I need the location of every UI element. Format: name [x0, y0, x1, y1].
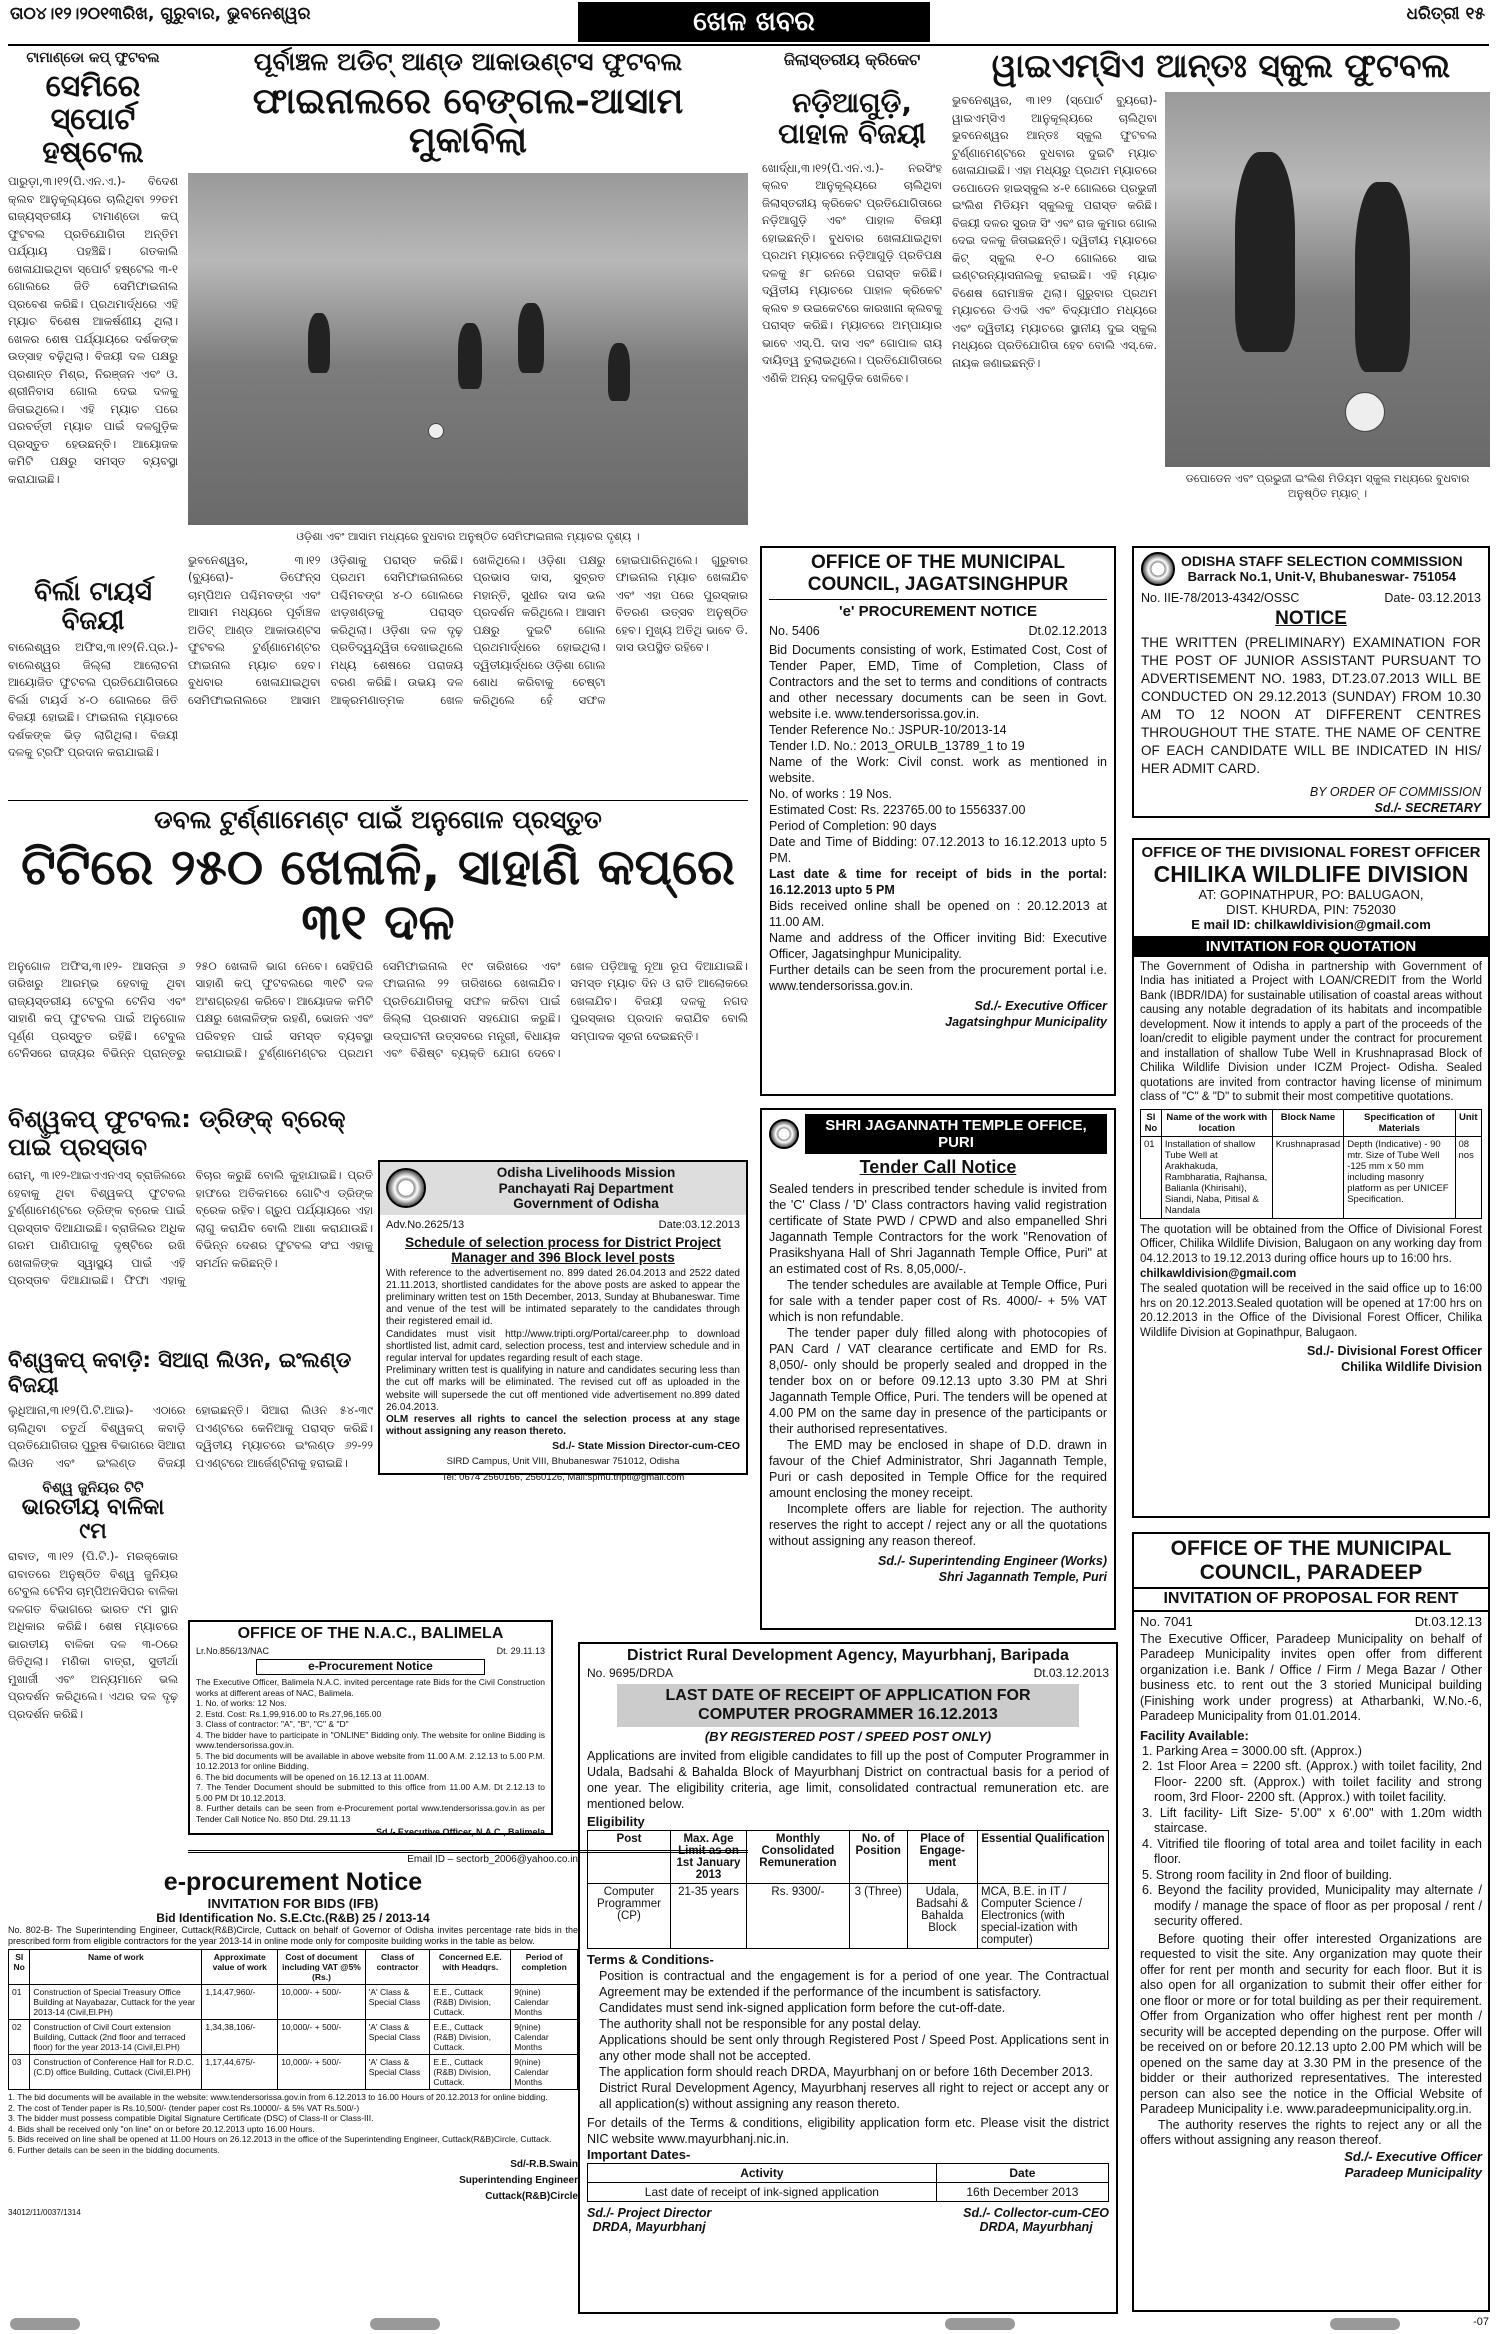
photo-caption: ଡପୋଡେନ ଏବଂ ପ୍ରଭୁଜୀ ଇଂଲିଶ ମିଡିୟମ ସ୍କୁଲ ମଧ୍ୟରେ ବୁଧବାର ଅନୁଷ୍ଠିତ ମ୍ୟାଚ୍ । — [1185, 472, 1470, 501]
issue-date: ତା୦୪।୧୨।୨୦୧୩ରିଖ, ଗୁରୁବାର, ଭୁବନେଶ୍ୱର — [10, 4, 311, 24]
table-cell: Computer Programmer (CP) — [588, 1884, 671, 1949]
notice-note: 4. Bids shall be received only "on line" on or before 20.12.2013 upto 16.00 Hours. — [8, 2123, 315, 2134]
important-dates-title: Important Dates- — [587, 2147, 691, 2163]
table-cell: Construction of Civil Court extension Building, Cuttack (2nd floor and terraced floor) for the year 2013-14 (Civil,El.PH) — [30, 2020, 202, 2055]
football-photo — [188, 173, 748, 525]
facility-item: 5. Strong room facility in 2nd floor of building. — [1142, 1867, 1393, 1882]
notice-title: Government of Odisha — [513, 1196, 659, 1212]
table-header: Class of contractor — [365, 1950, 430, 1985]
eproc-table — [8, 1949, 578, 2090]
notice-ref: 34012/11/0037/1314 — [8, 2208, 81, 2218]
table-header: Cost of document including VAT @5% (Rs.) — [278, 1950, 366, 1985]
footer-mark — [10, 2318, 80, 2330]
notice-note: 6. Further details can be seen in the bidding documents. — [8, 2144, 220, 2155]
notice-intro: No. 802-B- The Superintending Engineer, Cuttack(R&B)Circle, Cuttack on behalf of Governor of Odisha invites percentage rate bids in the prescribed form from eligible contractors for the year 2013-14 in online mode only for composite building works in the table as below. — [8, 1925, 578, 1947]
signature: Sd./- Executive Officer, N.A.C., Balimela — [375, 1827, 545, 1838]
notice-para: The tender schedules are available at Temple Office, Puri for sale with a tender paper cost of Rs. 4000/- + 5% VAT which is non refundable. — [769, 1277, 1107, 1324]
notice-body: THE WRITTEN (PRELIMINARY) EXAMINATION FOR THE POST OF JUNIOR ASSISTANT PURSUANT TO ADVERTISEMENT NO. 1983, DT.23.07.2013 WILL BE CONDUCTED ON 29.12.2013 (SUNDAY) FROM 10.30 AM TO 12 NOON AT DIFFERENT CENTRES THROUGHOUT THE STATE. THE NAME OF CENTRE OF EACH CANDIDATE WILL BE INDICATED IN HIS/ HER ADMIT CARD. — [1141, 634, 1481, 776]
notice-title: CHILIKA WILDLIFE DIVISION — [1153, 861, 1469, 888]
table-header: Max. Age Limit as on 1st January 2013 — [671, 1831, 747, 1884]
signature: Sd./- Superintending Engineer (Works) — [878, 1553, 1107, 1568]
notice-line: Last date & time for receipt of bids in the portal: 16.12.2013 upto 5 PM — [769, 866, 1107, 897]
table-cell: Udala, Badsahi & Bahalda Block — [907, 1884, 977, 1949]
table-cell: 'A' Class & Special Class — [365, 2020, 430, 2055]
notice-title: OFFICE OF THE MUNICIPAL — [1170, 1537, 1452, 1560]
signature: Jagatsinghpur Municipality — [945, 1014, 1107, 1029]
table-header: Essential Qualification — [978, 1831, 1109, 1884]
story-kicker: ଟାମାଣ୍ଡୋ କପ୍ ଫୁଟବଲ — [26, 50, 160, 66]
story-tamando — [8, 50, 178, 623]
signature: Sd./- Executive Officer — [974, 998, 1107, 1013]
table-cell: 9(nine) Calendar Months — [511, 1985, 578, 2020]
table-cell: Construction of Conference Hall for R.D.C.(C.D) office Building, Cuttack (Civil,El.PH) — [30, 2055, 202, 2090]
notice-email: E mail ID: chilkawldivision@gmail.com — [1191, 916, 1431, 932]
notice-title: SHRI JAGANNATH TEMPLE OFFICE, PURI — [805, 1114, 1107, 1154]
notice-bold: OLM reserves all rights to cancel the selection process at any stage without assigning any reason thereto. — [386, 1414, 740, 1438]
notice-item: 5. The bid documents will be available in above website from 11.00 A.M. 2.12.13 to 5.00 P.M. 10.12.2013 for online Bidding. — [196, 1750, 545, 1772]
story-worldcup-continued — [378, 1105, 748, 1127]
notice-intro: The Executive Officer, Paradeep Municipality on behalf of Paradeep Municipality invites open offer from different organization i.e. Bank / Office / Firm / Mega Bazar / Other business etc. to rent out the 3 storied Municipal building (Finishing work under progress) at Atharbanki, W.No.-6, Paradeep Municipality from 01.01.2014. — [1140, 1631, 1482, 1724]
notice-para: Sealed tenders in prescribed tender schedule is invited from the 'C' Class / 'D' Class contractors having valid registration certificate of State PWD / CPWD and also empanelled Shri Jagannath Temple Contractors for the work "Renovation of Prasikshyana Hall of Shri Jagannath Temple Office, Puri" at an estimated cost of Rs. 8,05,000/-. — [769, 1181, 1107, 1276]
term-item: District Rural Development Agency, Mayurbhanj reserves all right to reject or accept any or all application(s) without assigning any reason thereto. — [599, 2081, 1109, 2112]
table-row — [9, 2020, 578, 2055]
facility-title: Facility Available: — [1140, 1727, 1249, 1743]
notice-chilika — [1132, 838, 1490, 1518]
notice-date: Dt.03.12.13 — [1414, 1613, 1482, 1629]
notice-para: Preliminary written test is qualifying in nature and candidates securing less than the cut off marks will be eliminated. The revised cut off as uploaded in the website will supersede the cut off mentioned vide advertisement no.899 dated 26.04.2013. — [386, 1365, 740, 1413]
notice-number: Adv.No.2625/13 — [386, 1218, 465, 1231]
table-cell: 9(nine) Calendar Months — [511, 2055, 578, 2090]
table-cell: 3 (Three) — [849, 1884, 907, 1949]
table-cell: 16th December 2013 — [936, 2183, 1108, 2202]
story-ymca — [952, 48, 1490, 542]
notice-title: ODISHA STAFF SELECTION COMMISSION — [1181, 553, 1463, 570]
notice-item: 2. Estd. Cost: Rs.1,99,916.00 to Rs.27,96,165.00 — [196, 1708, 382, 1719]
table-header: Post — [588, 1831, 671, 1884]
notice-title: COUNCIL, PARADEEP — [1199, 1561, 1423, 1585]
footer-mark — [945, 2318, 1015, 2330]
notice-item: 1. No. of works: 12 Nos. — [196, 1698, 287, 1709]
table-header: Monthly Consolidated Remuneration — [747, 1831, 850, 1884]
signature: Sd./- SECRETARY — [1374, 800, 1481, 815]
table-cell: 1,17,44,675/- — [202, 2055, 278, 2090]
notice-line: Further details can be seen from the procurement portal i.e. www.tendersorissa.gov.in. — [769, 962, 1107, 993]
notice-number: No. IIE-78/2013-4342/OSSC — [1141, 591, 1300, 605]
notice-date: Date:03.12.2013 — [658, 1218, 740, 1231]
table-header: Concerned E.E. with Headqrs. — [430, 1950, 511, 1985]
notice-title: OFFICE OF THE DIVISIONAL FOREST OFFICER — [1141, 844, 1481, 861]
notice-para: The EMD may be enclosed in shape of D.D. drawn in favour of the Chief Administrator, Shri Jagannath Temple, Puri or cash deposited in Temple Office for the required amount enclosing the money receipt. — [769, 1437, 1107, 1500]
table-header: Period of completion — [511, 1950, 578, 1985]
notice-item: 6. The bid documents will be opened on 16.12.13 at 11.00AM. — [196, 1771, 430, 1782]
table-header: No. of Position — [849, 1831, 907, 1884]
story-kicker: ଜିଲାସ୍ତରୀୟ କ୍ରିକେଟ — [783, 50, 921, 69]
table-cell: Rs. 9300/- — [747, 1884, 850, 1949]
deadline-line: COMPUTER PROGRAMMER 16.12.2013 — [698, 1705, 998, 1723]
notice-para: The authority reserves the rights to reject any or all the offers without assigning any reason thereof. — [1140, 2117, 1482, 2148]
table-cell: Installation of shallow Tube Well at Arakhakuda, Rambharatia, Rajhansa, Balianla (Khirisahi), Siandi, Naba, Pitisal & Nandala — [1161, 1136, 1272, 1218]
story-headline: ବିଶ୍ୱକପ୍ କବାଡ଼ି: ସିଆରା ଲିଓନ, ଇଂଲଣ୍ଡ ବିଜୟୀ — [8, 1348, 352, 1397]
table-cell: Last date of receipt of ink-signed application — [588, 2183, 937, 2202]
notice-subtitle: Schedule of selection process for District Project Manager and 396 Block level posts — [405, 1234, 721, 1266]
post-mode: (BY REGISTERED POST / SPEED POST ONLY) — [704, 1729, 992, 1745]
table-header: Specification of Materials — [1344, 1109, 1455, 1136]
notice-title: OFFICE OF THE MUNICIPAL — [810, 552, 1066, 573]
table-header: Unit — [1455, 1109, 1482, 1136]
story-headline: ଟିଟିରେ ୨୫୦ ଖେଳାଳି, ସାହାଣି କପ୍‌ରେ ୩୧ ଦଳ — [21, 837, 735, 951]
signature: Sd/-R.B.Swain — [510, 2159, 578, 2171]
notice-number: Lr.No.856/13/NAC — [196, 1646, 270, 1657]
page-number: ଧରିତ୍ରୀ ୧୫ — [1406, 4, 1485, 24]
story-double-tournament — [8, 806, 748, 1106]
signature: Chilika Wildlife Division — [1341, 1360, 1482, 1374]
photo-caption: ଓଡ଼ିଶା ଏବଂ ଆସାମ ମଧ୍ୟରେ ବୁଧବାର ଅନୁଷ୍ଠିତ ସେମିଫାଇନାଲ ମ୍ୟାଚର ଦୃଶ୍ୟ । — [296, 529, 640, 543]
footer-mark — [1330, 2318, 1400, 2330]
notice-number: No. 9695/DRDA — [587, 1666, 674, 1681]
notice-footer: Tel: 0674 2560166, 2560126, Mail:spmu.tripti@gmail.com — [441, 1472, 685, 1484]
facility-item: 2. 1st Floor Area = 2200 sft. (Approx.) with toilet facility, 2nd Floor- 2200 sft. (Approx.) with toilet facility and strong room, 3rd Floor- 2200 sft. (Approx.) with toilet facility. — [1142, 1759, 1482, 1805]
notice-line: Date and Time of Bidding: 07.12.2013 to 16.12.2013 upto 5 PM. — [769, 834, 1107, 865]
notice-note: 5. Bids received on line shall be opened at 11.00 Hours on 26.12.2013 in the office of the Superintending Engineer, Cuttack(R&B)Circle, Cuttack. — [8, 2134, 552, 2145]
notice-footer: SIRD Campus, Unit VIII, Bhubaneswar 751012, Odisha — [446, 1456, 680, 1468]
notice-address: Barrack No.1, Unit-V, Bhubaneswar- 751054 — [1187, 568, 1456, 584]
table-cell: 'A' Class & Special Class — [365, 1985, 430, 2020]
story-headline: ଭାରତୀୟ ବାଳିକା ୯ମ — [21, 1495, 165, 1545]
notice-item: 3. Class of contractor: "A", "B", "C" & "D" — [196, 1719, 349, 1730]
notice-balimela — [188, 1620, 553, 1838]
table-cell: 10,000/- + 500/- — [278, 2020, 366, 2055]
term-item: The application form should reach DRDA, Mayurbhanj on or before 16th December 2013. — [599, 2065, 1094, 2080]
notice-livelihoods — [378, 1160, 748, 1484]
notice-jagannath — [760, 1108, 1116, 1630]
signature: Sd./- Divisional Forest Officer — [1306, 1344, 1482, 1358]
notice-title: Odisha Livelihoods Mission — [496, 1165, 676, 1180]
table-cell: Construction of Special Treasury Office Building at Nayabazar, Cuttack for the year 2013-14 (Civil,El.PH) — [30, 1985, 202, 2020]
story-kicker: ବିଶ୍ୱ ଜୁନିୟର ଟିଟି — [42, 1480, 144, 1496]
notice-para: The tender paper duly filled along with photocopies of PAN Card / VAT clearance certificate and EMD for Rs. 8,050/- only should be properly sealed and dropped in the tender box on or before 09.12.13 upto 3.30 PM at Shri Jagannath Temple Office, Puri. The tenders will be opened at 4.00 PM on the same day in presence of the participants or their authorised representatives. — [769, 1325, 1107, 1436]
signature: BY ORDER OF COMMISSION — [1309, 784, 1481, 799]
story-body: ପାରୁଡ଼ା,୩।୧୨(ପି.ଏନ.ଏ.)- ବିଦେଶ କ୍ଲବ ଆନୁକୂଲ୍ୟରେ ଚାଲିଥିବା ୨୨ତମ ରାଜ୍ୟସ୍ତରୀୟ ଟାମାଣ୍ଡୋ କପ୍ ଫୁଟବଲ ପ୍ରତିଯୋଗିତା ଅନ୍ତିମ ପର୍ଯ୍ୟାୟ ପହଞ୍ଚିଛି। ଗତକାଲି ଖେଳାଯାଇଥିବା ସ୍ପୋର୍ଟ ହଷ୍ଟେଲ ୩-୧ ଗୋଲରେ ଜିତି ସେମିଫାଇନାଲ ପ୍ରବେଶ କରିଛି। ପ୍ରଥମାର୍ଦ୍ଧରେ ଏହି ମ୍ୟାଚ ବିଶେଷ ଆକର୍ଷଣୀୟ ଥିଲା। ଖେଳର ଶେଷ ପର୍ଯ୍ୟାୟରେ ଦର୍ଶକଙ୍କ ଉତ୍ସାହ ବଢ଼ିଥିଲା। ବିଜୟୀ ଦଳ ପକ୍ଷରୁ ପ୍ରଶାନ୍ତ ମିଶ୍ର, ନିରଞ୍ଜନ ଏବଂ ଓ. ଶ୍ରୀନିବାସ ଗୋଲ ଦେଇ ଦଳକୁ ଜିତାଇଥିଲେ। ଏହି ମ୍ୟାଚ ପରେ ପରବର୍ତ୍ତୀ ମ୍ୟାଚ ପାଇଁ ଦଳଗୁଡ଼ିକ ପ୍ରସ୍ତୁତ ହେଉଛନ୍ତି। ଆୟୋଜକ କମିଟି ପକ୍ଷରୁ ସମସ୍ତ ବ୍ୟବସ୍ଥା କରାଯାଇଛି। — [8, 174, 178, 486]
notice-line: Bids received online shall be opened on : 20.12.2013 at 11.00 AM. — [769, 898, 1107, 929]
quotation-table — [1140, 1109, 1482, 1219]
table-row — [9, 1985, 578, 2020]
signature: Sd./- State Mission Director-cum-CEO — [552, 1440, 740, 1453]
notice-bar: INVITATION FOR QUOTATION — [1134, 936, 1488, 957]
table-cell: 'A' Class & Special Class — [365, 2055, 430, 2090]
story-body: ରାବାତ, ୩।୧୨ (ପି.ଟି.)- ମରକ୍କୋର ରାବାତରେ ଅନୁଷ୍ଠିତ ବିଶ୍ୱ ଜୁନିୟର ଟେବୁଲ ଟେନିସ ଚାମ୍ପିଅନସିପର ବାଳିକା ଦଳଗତ ବିଭାଗରେ ଭାରତ ୯ମ ସ୍ଥାନ ଅଧିକାର କରିଛି। ଶେଷ ମ୍ୟାଚରେ ଭାରତୀୟ ବାଳିକା ଦଳ ୩-୦ରେ ଜିତିଥିଲା। ମଣିକା ବାତ୍ରା, ସୁତୀର୍ଥା ମୁଖାର୍ଜୀ ଏବଂ ଅନ୍ୟମାନେ ଭଲ ପ୍ରଦର୍ଶନ କରିଥିଲେ। ଏଥର ଦଳ ଦୃଢ଼ ପ୍ରଦର୍ଶନ କରିଛି। — [8, 1549, 178, 1721]
story-eastern-audit — [188, 48, 748, 852]
facility-item: 1. Parking Area = 3000.00 sft. (Approx.) — [1142, 1743, 1362, 1758]
table-header: Sl No — [9, 1950, 30, 1985]
table-cell: 03 — [9, 2055, 30, 2090]
table-cell: 08 nos — [1455, 1136, 1482, 1218]
deadline-bar — [617, 1684, 1079, 1727]
notice-intro: The Government of Odisha in partnership with Government of India has initiated a Project with LOAN/CREDIT from the World Bank (IBDR/IDA) for sustainable utilisation of coastal areas without causing any notable degradation of its habitats and incompatible development. Now it intends to apply a part of the proceeds of the loan/credit to eligible payment under the contract for procurement and installation of shallow Tube Well in Krushnaprasad Block of Chilika Wildlife Division under ICZM Project- Odisha. Sealed quotations are invited from contractor having license of minimum class of "C" & "D" to submit their most competitive quotations. — [1140, 960, 1482, 1103]
signature: Cuttack(R&B)Circle — [485, 2191, 578, 2203]
signature: Paradeep Municipality — [1344, 2164, 1482, 2180]
notice-title: COUNCIL, JAGATSINGHPUR — [807, 573, 1069, 595]
notice-title: OFFICE OF THE N.A.C., BALIMELA — [237, 1625, 504, 1642]
signature: Sd./- Project Director — [587, 2206, 712, 2221]
ossc-emblem-icon — [1141, 552, 1175, 586]
section-banner: ଖେଳ ଖବର — [578, 2, 930, 42]
table-cell: E.E., Cuttack (R&B) Division, Cuttack. — [430, 2020, 511, 2055]
temple-emblem-icon — [769, 1119, 799, 1149]
table-header: Block Name — [1272, 1109, 1343, 1136]
notice-para: Candidates must visit http://www.tripti.org/Portal/career.php to download shortlisted list, admit card, selection process, test and interview schedule and in regular interval for updates regarding result of each stage. — [386, 1328, 740, 1364]
signature: DRDA, Mayurbhanj — [592, 2220, 706, 2235]
table-cell: 1,14,47,960/- — [202, 1985, 278, 2020]
notice-bar: INVITATION OF PROPOSAL FOR RENT — [1134, 1587, 1488, 1611]
notice-title: e-procurement Notice — [163, 1868, 423, 1896]
notice-note: 2. The cost of Tender paper is Rs.10,500/- (tender paper cost Rs.10000/- & 5% VAT Rs.500/-) — [8, 2102, 360, 2113]
notice-line: Estimated Cost: Rs. 223765.00 to 1556337.00 — [769, 802, 1026, 817]
story-body: ରୋମ୍, ୩।୧୨-ଆଇଏଏନଏସ୍ ବ୍ରାଜିଲରେ ହେବାକୁ ଥିବା ବିଶ୍ୱକପ୍ ଫୁଟବଲ ଟୁର୍ଣ୍ଣାମେଣ୍ଟରେ ଡ୍ରିଙ୍କ ବ୍ରେକ ପାଇଁ ପ୍ରସ୍ତାବ ଦିଆଯାଇଛି। ବ୍ରାଜିଲର ଅଧିକ ଗରମ ପାଣିପାଗକୁ ଦୃଷ୍ଟିରେ ରଖି ଖେଳାଳିଙ୍କ ସ୍ୱାସ୍ଥ୍ୟ ପାଇଁ ଏହି ପ୍ରସ୍ତାବ ଦିଆଯାଇଛି। ଫିଫା ଏହାକୁ ବିଚାର କରୁଛି ବୋଲି କୁହାଯାଇଛି। ପ୍ରତି ହାଫରେ ଅତିକମରେ ଗୋଟିଏ ଡ୍ରିଙ୍କ ବ୍ରେକ ରହିବ। ଗ୍ରୁପ ପର୍ଯ୍ୟାୟରେ ଏହା ଲାଗୁ କରାଯିବ ବୋଲି ଆଶା କରାଯାଉଛି। ବିଭିନ୍ନ ଦେଶର ଫୁଟବଲ ସଂଘ ଏହାକୁ ସମର୍ଥନ କରିଛନ୍ତି। — [8, 1168, 373, 1287]
table-header: Name of the work with location — [1161, 1109, 1272, 1136]
table-cell: E.E., Cuttack (R&B) Division, Cuttack. — [430, 2055, 511, 2090]
table-cell: 10,000/- + 500/- — [278, 2055, 366, 2090]
signature: Sd./- Executive Officer — [1344, 2148, 1482, 2164]
notice-email: Email ID – sectorb_2006@yahoo.co.in — [407, 1854, 578, 1865]
story-kicker: ଡବଲ ଟୁର୍ଣ୍ଣାମେଣ୍ଟ ପାଇଁ ଅନୁଗୋଳ ପ୍ରସ୍ତୁତ — [154, 805, 602, 834]
term-item: Position is contractual and the engagement is for a period of one year. The Contractual Agreement may be extended if the performance of the incumbent is satisfactory. — [599, 1969, 1109, 2000]
signature: Shri Jagannath Temple, Puri — [938, 1569, 1107, 1584]
notice-line: Period of Completion: 90 days — [769, 818, 937, 833]
notice-outro-2: The sealed quotation will be received in the said office up to 16:00 hrs on 20.12.2013.Sealed quotation will be opened at 17:00 hrs on 20.12.2013 in the Office of the Divisional Forest Officer, Chilika Wildlife Division at Gopinathpur, Balugaon. — [1140, 1283, 1482, 1339]
story-headline: ବିଶ୍ୱକପ୍ ଫୁଟବଲ: ଡ୍ରିଙ୍କ୍ ବ୍ରେକ୍ ପାଇଁ ପ୍ରସ୍ତାବ — [8, 1105, 346, 1161]
notice-outro: The quotation will be obtained from the Office of Divisional Forest Officer, Chilika Wildlife Division, Balugaon on any working day from 04.12.2013 to 19.12.2013 during office hours up to 16:00 hrs. — [1140, 1223, 1482, 1265]
story-birla — [8, 578, 178, 819]
facility-item: 4. Vitrified tile flooring of total area and toilet facility in each floor. — [1142, 1836, 1482, 1867]
story-body: ଭୁବନେଶ୍ୱର, ୩।୧୨ (ସ୍ପୋର୍ଟ ବ୍ୟୁରୋ)- ୱାଇଏମ୍‌ସିଏ ଆନୁକୂଲ୍ୟରେ ଚାଲିଥିବା ଭୁବନେଶ୍ୱର ଆନ୍ତଃ ସ୍କୁଲ ଫୁଟବଲ ଟୁର୍ଣ୍ଣାମେଣ୍ଟରେ ବୁଧବାର ଦୁଇଟି ମ୍ୟାଚ ଖେଳାଯାଇଛି। ଏହା ମଧ୍ୟରୁ ପ୍ରଥମ ମ୍ୟାଚରେ ଡପୋଡେନ ହାଇସ୍କୁଲ ୪-୧ ଗୋଲରେ ପ୍ରଭୁଜୀ ଇଂଲିଶ ମିଡିୟମ ସ୍କୁଲକୁ ପରାସ୍ତ କରିଛି। ବିଜୟୀ ଦଳର ସୁରଜ ସିଂ ଏବଂ ରାଜ କୁମାର ଗୋଲ ଦେଇ ଦଳକୁ ଜିତାଇଛନ୍ତି। ଦ୍ୱିତୀୟ ମ୍ୟାଚରେ କିଟ୍ ସ୍କୁଲ ୧-୦ ଗୋଲରେ ସାଇ ଇଣ୍ଟରନ୍ୟାସନାଲକୁ ହରାଇଛି। ଏହି ମ୍ୟାଚ ବିଶେଷ ରୋମାଞ୍ଚକ ଥିଲା। ଗୁରୁବାର ପ୍ରଥମ ମ୍ୟାଚରେ ଡିଏଭି ଏବଂ ବିଦ୍ୟାପୀଠ ମଧ୍ୟରେ ଏବଂ ଦ୍ୱିତୀୟ ମ୍ୟାଚରେ ସ୍ଥାନୀୟ ଦୁଇ ସ୍କୁଲ ମଧ୍ୟରେ ପ୍ରତିଯୋଗିତା ହେବ ବୋଲି ଏସ୍.କେ. ନାୟକ ଜଣାଇଛନ୍ତି। — [952, 93, 1157, 370]
notice-date: Dt.02.12.2013 — [1028, 623, 1107, 638]
table-cell: 10,000/- + 500/- — [278, 1985, 366, 2020]
notice-subtitle: 'e' PROCUREMENT NOTICE — [839, 602, 1037, 620]
notice-item: 7. The Tender Document should be submitted to this office from 11.00 A.M. Dt 2.12.13 to 5.00 PM Dt 10.12.2013. — [196, 1782, 545, 1803]
story-body: ବାଲେଶ୍ୱର ଅଫିସ,୩।୧୨(ନି.ପ୍ର.)- ବାଲେଶ୍ୱର ଜିଲ୍ଲା ଆଲୋଚନା ଆୟୋଜିତ ଫୁଟବଲ ପ୍ରତିଯୋଗିତାରେ ବିର୍ଲା ଟାୟର୍ସ ୪-୦ ଗୋଲରେ ଜିତି ବିଜୟୀ ହୋଇଛି। ଫାଇନାଲ ମ୍ୟାଚରେ ଦର୍ଶକଙ୍କ ଭିଡ଼ ଲାଗିଥିଲା। ବିଜୟୀ ଦଳକୁ ଟ୍ରଫି ପ୍ରଦାନ କରାଯାଇଛି। — [8, 640, 178, 760]
notice-line: No. of works : 19 Nos. — [769, 786, 892, 801]
notice-intro: The Executive Officer, Balimela N.A.C. invited percentage rate Bids for the Civil Construction works at different areas of NAC, Balimela. — [196, 1677, 545, 1698]
table-cell: 02 — [9, 2020, 30, 2055]
signature: DRDA, Mayurbhanj — [979, 2220, 1093, 2235]
notice-para: Before quoting their offer interested Organizations are requested to visit the site. Any organization may quote their offer for rent per month and security for each floor. But it is also open for all organization to submit their offer either for one floor or more or for total building as per their requirement. Offer from Organization who offer highest rent per month / security will be accepted depending on the purpose. Offer will be received on or before 20.12.13 upto 2.00 PM which will be opened on the same day at 3.30 PM in the presence of the bidder or their authorized representatives. The interested person can also see the notice in the Official Website of Paradeep Municipality i.e. www.paradeepmunicipality.org.in. — [1140, 1931, 1482, 2117]
table-cell: E.E., Cuttack (R&B) Division, Cuttack. — [430, 1985, 511, 2020]
notice-drda — [578, 1642, 1118, 2314]
important-dates-table — [587, 2163, 1109, 2202]
notice-email-2: chilkawldivision@gmail.com — [1140, 1268, 1297, 1280]
notice-title: Panchayati Raj Department — [498, 1180, 674, 1196]
school-football-photo — [1165, 92, 1490, 467]
table-row — [588, 1884, 1109, 1949]
notice-address: AT: GOPINATHPUR, PO: BALUGAON, — [1198, 886, 1424, 902]
table-row — [1141, 1136, 1482, 1218]
story-district-cricket — [762, 50, 942, 580]
table-header: Date — [936, 2164, 1108, 2183]
notice-note: 3. The bidder must possess compatible Digital Signature Certificate (DSC) of Class-II or Class-III. — [8, 2113, 374, 2124]
table-row — [588, 2183, 1109, 2202]
table-cell: 01 — [1141, 1136, 1162, 1218]
table-cell: 9(nine) Calendar Months — [511, 2020, 578, 2055]
notice-note: 1. The bid documents will be available in the website: www.tendersorissa.gov.in from 6.12.2013 to 16.00 Hours of 20.12.2013 for online bidding. — [8, 2092, 548, 2103]
facility-item: 3. Lift facility- Lift Size- 5'.00" x 6'.00" with 1.20m width staircase. — [1142, 1805, 1482, 1836]
table-cell: Krushnaprasad — [1272, 1136, 1343, 1218]
notice-address: DIST. KHURDA, PIN: 752030 — [1226, 901, 1396, 917]
notice-intro: Applications are invited from eligible candidates to fill up the post of Computer Programmer in Udala, Badsahi & Bahalda Block of Mayurbhanj District on contractual basis for a period of one year. The eligibility criteria, age limit, consolidated contractual remuneration etc. are mentioned below. — [587, 1749, 1109, 1812]
story-kicker: ପୂର୍ବାଞ୍ଚଳ ଅଡିଟ୍ ଆଣ୍ଡ ଆକାଉଣ୍ଟସ ଫୁଟବଲ — [253, 47, 683, 76]
story-worldcup-drinks — [8, 1105, 373, 1385]
table-header: Sl No — [1141, 1109, 1162, 1136]
table-header: Approximate value of work — [202, 1950, 278, 1985]
notice-date: Dt. 29.11.13 — [496, 1646, 545, 1657]
signature: Sd./- Collector-cum-CEO — [963, 2206, 1109, 2221]
footer-mark — [370, 2318, 440, 2330]
terms-title: Terms & Conditions- — [587, 1952, 714, 1968]
term-item: Candidates must send ink-signed application form before the cut-off-date. — [599, 2001, 1006, 2016]
table-cell: MCA, B.E. in IT / Computer Science / Electronics (with special-ization with computer) — [978, 1884, 1109, 1949]
notice-date: Dt.03.12.2013 — [1033, 1666, 1109, 1681]
notice-line: Name and address of the Officer inviting Bid: Executive Officer, Jagatsinghpur Municipality. — [769, 930, 1107, 961]
story-headline: ବିର୍ଲା ଟାୟର୍ସ ବିଜୟୀ — [34, 577, 152, 636]
notice-item: 8. Further details can be seen from e-Procurement portal www.tendersorissa.gov.in as per Tender Call Notice No. 850 Dtd. 29.11.13 — [196, 1803, 545, 1824]
story-headline: ଫାଇନାଲରେ ବେଙ୍ଗଲ-ଆସାମ ମୁକାବିଲା — [252, 80, 684, 162]
notice-paradeep — [1132, 1532, 1490, 2312]
notice-number: No. 5406 — [769, 623, 820, 638]
story-body: ଖୋର୍ଦ୍ଧା,୩।୧୨(ପି.ଏନ.ଏ.)- ନରସିଂହ କ୍ଲବ ଆନୁକୂଲ୍ୟରେ ଚାଲିଥିବା ଜିଲାସ୍ତରୀୟ କ୍ରିକେଟ ପ୍ରତିଯୋଗିତାରେ ନଡ଼ିଆଗୁଡ଼ି ଏବଂ ପାହାଳ ବିଜୟୀ ହୋଇଛନ୍ତି। ବୁଧବାର ଖେଳାଯାଇଥିବା ପ୍ରଥମ ମ୍ୟାଚରେ ନଡ଼ିଆଗୁଡ଼ି ପ୍ରତିପକ୍ଷ ଦଳକୁ ୫୮ ରନରେ ପରାସ୍ତ କରିଛି। ଦ୍ୱିତୀୟ ମ୍ୟାଚରେ ପାହାଳ କ୍ରିକେଟ କ୍ଲବ ୭ ଉଇକେଟରେ କାରଖାନା କ୍ଲବକୁ ପରାସ୍ତ କରିଛି। ମ୍ୟାଚରେ ଅମ୍ପାୟାର ଭାବେ ଏସ୍.ପି. ଦାସ ଏବଂ ଗୋପାଳ ରାୟ ଦାୟିତ୍ୱ ତୁଲାଇଥିଲେ। ପ୍ରତିଯୋଗିତାରେ ଏଣିକି ଅନ୍ୟ ଦଳଗୁଡ଼ିକ ଖେଳିବେ। — [762, 160, 942, 385]
notice-subtitle: INVITATION FOR BIDS (IFB) — [207, 1895, 379, 1911]
notice-item: 4. The bidder have to participate in "ONLINE" Bidding only. The website for online Bidding is www.tendersorissa.gov.in. — [196, 1729, 545, 1751]
notice-date: Date- 03.12.2013 — [1384, 591, 1481, 605]
notice-subtitle: NOTICE — [1275, 608, 1347, 629]
notice-intro: Bid Documents consisting of work, Estimated Cost, Cost of Tender Paper, EMD, Time of Completion, Class of Contractors and the set to terms and conditions of contracts and other necessary documents can be seen in Govt. website i.e. www.tendersorissa.gov.in. — [769, 642, 1107, 721]
table-header: Activity — [588, 2164, 937, 2183]
story-headline: ସେମିରେ ସ୍ପୋର୍ଟ ହଷ୍ଟେଲ — [42, 69, 144, 170]
notice-line: Name of the Work: Civil const. work as mentioned in website. — [769, 754, 1107, 785]
eligibility-title: Eligibility — [587, 1814, 645, 1830]
facility-item: 6. Beyond the facility provided, Municipality may alternate / modify / manage the space of floor as per proposal / rent / security offered. — [1142, 1883, 1482, 1929]
deadline-line: LAST DATE OF RECEIPT OF APPLICATION FOR — [665, 1687, 1031, 1705]
notice-para: Incomplete offers are liable for rejection. The authority reserves the right to accept / reject any or all the quotations without assigning any reason thereof. — [769, 1501, 1107, 1548]
notice-line: Tender I.D. No.: 2013_ORULB_13789_1 to 19 — [769, 738, 1025, 753]
story-body: ଅନୁଗୋଳ ଅଫିସ,୩।୧୨- ଆସନ୍ତା ୬ ତାରିଖରୁ ଆରମ୍ଭ ହେବାକୁ ଥିବା ରାଜ୍ୟସ୍ତରୀୟ ଟେବୁଲ ଟେନିସ ଏବଂ ସାହାଣି କପ୍ ଫୁଟବଲ ପାଇଁ ଅନୁଗୋଳ ପୂର୍ଣ୍ଣ ପ୍ରସ୍ତୁତ ରହିଛି। ଟେବୁଲ ଟେନିସରେ ରାଜ୍ୟର ବିଭିନ୍ନ ପ୍ରାନ୍ତରୁ ୨୫୦ ଖେଳାଳି ଭାଗ ନେବେ। ସେହିପରି ସାହାଣି କପ୍ ଫୁଟବଲରେ ୩୧ଟି ଦଳ ଅଂଶଗ୍ରହଣ କରିବେ। ଆୟୋଜକ କମିଟି ପକ୍ଷରୁ ଖେଳାଳିଙ୍କ ରହଣି, ଭୋଜନ ଏବଂ ପରିବହନ ପାଇଁ ସମସ୍ତ ବ୍ୟବସ୍ଥା କରାଯାଇଛି। ଟୁର୍ଣ୍ଣାମେଣ୍ଟର ପ୍ରଥମ ସେମିଫାଇନାଲ ୧୯ ତାରିଖରେ ଏବଂ ଫାଇନାଲ ୨୨ ତାରିଖରେ ଖେଳାଯିବ। ପ୍ରତିଯୋଗିତାକୁ ସଫଳ କରିବା ପାଇଁ ଜିଲ୍ଲା ପ୍ରଶାସନ ସହଯୋଗ କରୁଛି। ଉଦ୍‌ଘାଟନୀ ଉତ୍ସବରେ ମନ୍ତ୍ରୀ, ବିଧାୟକ ଏବଂ ବିଶିଷ୍ଟ ବ୍ୟକ୍ତି ଯୋଗ ଦେବେ। ଖେଳ ପଡ଼ିଆକୁ ନୂଆ ରୂପ ଦିଆଯାଇଛି। ସମସ୍ତ ମ୍ୟାଚ ଦିନ ଓ ରାତି ଆଲୋକରେ ଖେଳାଯିବ। ବିଜୟୀ ଦଳକୁ ନଗଦ ପୁରସ୍କାର ପ୍ରଦାନ କରାଯିବ ବୋଲି ସମ୍ପାଦକ ସୂଚନା ଦେଇଛନ୍ତି। — [8, 958, 748, 1060]
table-header: Name of work — [30, 1950, 202, 1985]
notice-bid-id: Bid Identification No. S.E.Ctc.(R&B) 25 / 2013-14 — [156, 1910, 430, 1925]
term-item: The authority shall not be responsible for any postal delay. — [599, 2017, 922, 2032]
notice-details: For details of the Terms & conditions, eligibility application form etc. Please visit the district NIC website www.mayurbhanj.nic.in. — [587, 2116, 1109, 2147]
story-body: ଲୁଧିଆନା,୩।୧୨(ପି.ଟି.ଆଇ)- ଏଠାରେ ଚାଲିଥିବା ଚତୁର୍ଥ ବିଶ୍ୱକପ୍ କବାଡ଼ି ପ୍ରତିଯୋଗିତାର ପୁରୁଷ ବିଭାଗରେ ସିଆରା ଲିଓନ ଏବଂ ଇଂଲଣ୍ଡ ବିଜୟୀ ହୋଇଛନ୍ତି। ସିଆରା ଲିଓନ ୫୪-୩୯ ପଏଣ୍ଟରେ କେନିଆକୁ ପରାସ୍ତ କରିଛି। ଦ୍ୱିତୀୟ ମ୍ୟାଚରେ ଇଂଲଣ୍ଡ ୬୨-୨୨ ପଏଣ୍ଟରେ ଆର୍ଜେଣ୍ଟିନାକୁ ହରାଇଛି। — [8, 1403, 373, 1470]
notice-subtitle: e-Procurement Notice — [256, 1659, 485, 1675]
notice-ossc — [1132, 546, 1490, 818]
term-item: Applications should be sent only through Registered Post / Speed Post. Applications sent in any other mode shall not be accepted. — [599, 2033, 1109, 2064]
table-row — [9, 2055, 578, 2090]
table-cell: 01 — [9, 1985, 30, 2020]
table-cell: 21-35 years — [671, 1884, 747, 1949]
notice-subtitle: Tender Call Notice — [859, 1157, 1017, 1177]
story-junior-tt — [8, 1480, 178, 1721]
notice-para: With reference to the advertisement no. 899 dated 26.04.2013 and 2522 dated 21.11.2013, shortlisted candidates for the above posts are asked to appear the preliminary written test on 15th December, 2013, Sunday at Bhubaneswar. Time and venue of the test will be intimated separately to the candidates through their registered email id. — [386, 1267, 740, 1328]
page-ref: -07 — [1473, 2316, 1489, 2328]
table-header: Place of Engage-ment — [907, 1831, 977, 1884]
eligibility-table — [587, 1830, 1109, 1949]
story-headline: ୱାଇଏମ୍‌ସିଏ ଆନ୍ତଃ ସ୍କୁଲ ଫୁଟବଲ — [991, 46, 1451, 85]
notice-eproc — [8, 1852, 578, 2330]
signature: Superintending Engineer — [459, 2175, 578, 2187]
table-cell: 1,34,38,106/- — [202, 2020, 278, 2055]
notice-line: Tender Reference No.: JSPUR-10/2013-14 — [769, 722, 1007, 737]
story-headline: ନଡ଼ିଆଗୁଡ଼ି, ପାହାଳ ବିଜୟୀ — [778, 86, 926, 150]
story-body: ଭୁବନେଶ୍ୱର, ୩।୧୨ (ବ୍ୟୁରୋ)- ଡିଫେନ୍ସ ଚାମ୍ପିଅନ ପଶ୍ଚିମବଙ୍ଗ ଏବଂ ଆସାମ ମଧ୍ୟରେ ପୂର୍ବାଞ୍ଚଳ ଅଡିଟ୍ ଆଣ୍ଡ ଆକାଉଣ୍ଟସ ଫୁଟବଲ ଟୁର୍ଣ୍ଣାମେଣ୍ଟର ଫାଇନାଲ ମ୍ୟାଚ ହେବ। ବୁଧବାର ଖେଳାଯାଇଥିବା ସେମିଫାଇନାଲରେ ଆସାମ ଓଡ଼ିଶାକୁ ପରାସ୍ତ କରିଛି। ପ୍ରଥମ ସେମିଫାଇନାଲରେ ପଶ୍ଚିମବଙ୍ଗ ୪-୦ ଗୋଲରେ ଝାଡ଼ଖଣ୍ଡକୁ ପରାସ୍ତ କରିଥିଲା। ଓଡ଼ିଶା ଦଳ ଦୃଢ଼ ପ୍ରତିଦ୍ୱନ୍ଦ୍ୱିତା ଦେଖାଇଥିଲେ ମଧ୍ୟ ଶେଷରେ ପରାଜୟ ବରଣ କରିଛି। ଉଭୟ ଦଳ ଆକ୍ରମଣାତ୍ମକ ଖେଳ ଖେଳିଥିଲେ। ଓଡ଼ିଶା ପକ୍ଷରୁ ପ୍ରଭାସ ଦାସ, ସୁବ୍ରତ ମହାନ୍ତି, ସୁଧୀର ଦାସ ଭଲ ପ୍ରଦର୍ଶନ କରିଥିଲେ। ଆସାମ ପକ୍ଷରୁ ଦୁଇଟି ଗୋଲ ପ୍ରଥମାର୍ଦ୍ଧରେ ହୋଇଥିଲା। ଦ୍ୱିତୀୟାର୍ଦ୍ଧରେ ଓଡ଼ିଶା ଗୋଲ ଶୋଧ କରିବାକୁ ଚେଷ୍ଟା କରିଥିଲେ ହେଁ ସଫଳ ହୋଇପାରିନଥିଲେ। ଗୁରୁବାର ଫାଇନାଲ ମ୍ୟାଚ ଖେଳାଯିବ ଏବଂ ଏହା ପରେ ପୁରସ୍କାର ବିତରଣ ଉତ୍ସବ ଅନୁଷ୍ଠିତ ହେବ। ମୁଖ୍ୟ ଅତିଥି ଭାବେ ଡି. ଦାସ ଉପସ୍ଥିତ ରହିବେ। — [188, 552, 748, 707]
notice-number: No. 7041 — [1140, 1613, 1193, 1629]
notice-title: District Rural Development Agency, Mayurbhanj, Baripada — [627, 1647, 1069, 1664]
notice-jagatsinghpur — [760, 546, 1116, 1096]
table-cell: Depth (Indicative) - 90 mtr. Size of Tube Well -125 mm x 50 mm including masonry platform as per UNICEF Specification. — [1344, 1136, 1455, 1218]
odisha-emblem-icon — [386, 1168, 426, 1208]
